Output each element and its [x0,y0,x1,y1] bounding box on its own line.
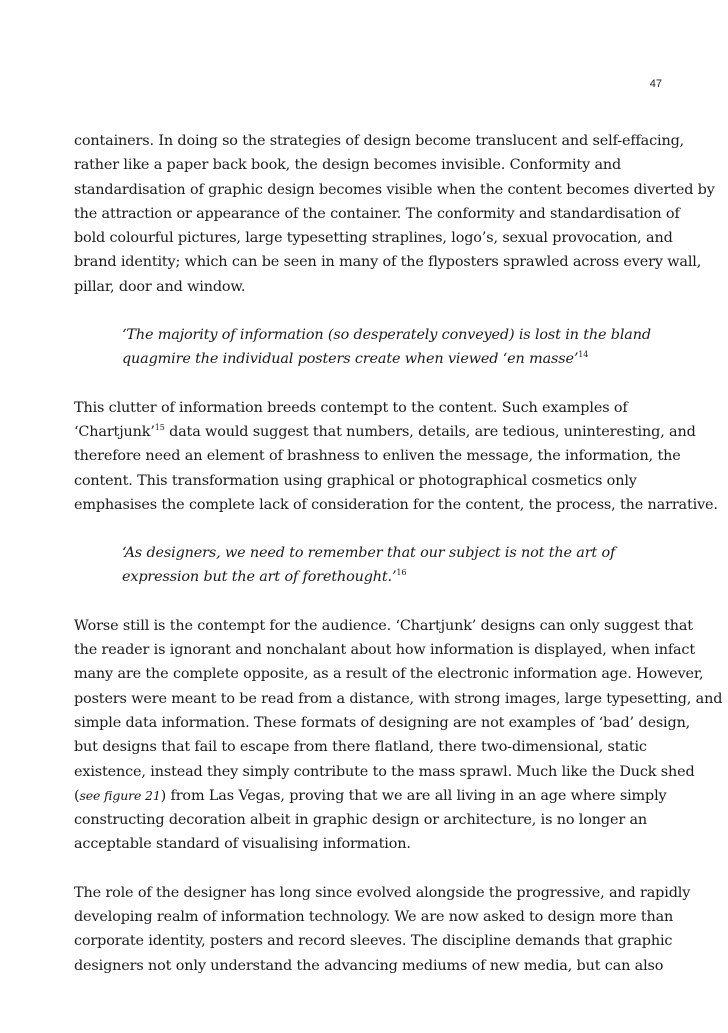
quote-line [122,565,602,589]
text-line: simple data information. These formats of designing are not examples of ‘bad’ design, [74,714,691,731]
text-line: content. This transformation using graphical or photographical cosmetics only [74,472,637,489]
text-line: bold colourful pictures, large typesetting straplines, logo’s, sexual provocation, and [74,230,673,247]
text-line: existence, instead they simply contribute to the mass sprawl. Much like the Duck shed [74,763,695,780]
text-segment: data would suggest that numbers, details, are tedious, uninteresting, and [164,423,696,440]
text-line: constructing decoration albeit in graphic design or architecture, is no longer an [74,812,648,829]
text-line: the attraction or appearance of the container. The conformity and standardisation of [74,205,680,222]
quote-line [122,347,602,371]
text-line: emphasises the complete lack of consideration for the content, the process, the narrative. [74,496,718,513]
text-line: corporate identity, posters and record sleeves. The discipline demands that graphic [74,933,673,950]
figure-reference: see figure 21 [79,787,161,803]
footnote-marker-14: 14 [578,350,589,360]
text-line: posters were meant to be read from a distance, with strong images, large typesetting, and [74,690,723,707]
quote-line: ‘The majority of information (so desperately conveyed) is lost in the bland [122,327,651,344]
text-line: many are the complete opposite, as a result of the electronic information age. However, [74,666,704,683]
chartjunk-term: ‘Chartjunk’ [74,423,155,440]
text-line: Worse still is the contempt for the audience. ‘Chartjunk’ designs can only suggest that [74,617,693,634]
text-line: the reader is ignorant and nonchalant about how information is displayed, when infact [74,642,695,659]
paren-open: ( [74,787,80,804]
text-line: developing realm of information technology. We are now asked to design more than [74,909,674,926]
text-line: pillar, door and window. [74,278,246,295]
page-number: 47 [649,78,662,90]
text-segment: ) from Las Vegas, proving that we are all living in an age where simply [160,787,667,804]
text-line: but designs that fail to escape from there flatland, there two-dimensional, static [74,739,647,756]
paragraph-role-of-designer [74,881,691,978]
text-line: The role of the designer has long since evolved alongside the progressive, and rapidly [74,884,691,901]
quote-as-designers [122,541,616,590]
paragraph-clutter [74,396,718,517]
quote-line: ‘As designers, we need to remember that our subject is not the art of [122,545,616,562]
text-line: This clutter of information breeds contempt to the content. Such examples of [74,399,628,416]
footnote-marker-15: 15 [154,423,165,433]
text-line [74,420,696,444]
text-line: acceptable standard of visualising information. [74,836,411,853]
paragraph-containers [74,129,715,299]
text-line: therefore need an element of brashness to enliven the message, the information, the [74,448,681,465]
text-line: rather like a paper back book, the design becomes invisible. Conformity and [74,157,622,174]
quote-text: expression but the art of forethought.’ [122,569,397,586]
paragraph-worse-still [74,614,723,857]
text-line: brand identity; which can be seen in many of the flyposters sprawled across every wall, [74,254,702,271]
quote-text: quagmire the individual posters create when viewed ‘en masse’ [122,351,579,368]
quote-majority-of-information [122,323,651,372]
text-line: containers. In doing so the strategies of design become translucent and self-effacing, [74,133,685,149]
footnote-marker-16: 16 [396,568,407,578]
document-body [74,129,723,1002]
text-line: standardisation of graphic design becomes visible when the content becomes diverted by [74,181,715,198]
text-line: designers not only understand the advancing mediums of new media, but can also [74,957,664,974]
text-line [74,784,667,808]
